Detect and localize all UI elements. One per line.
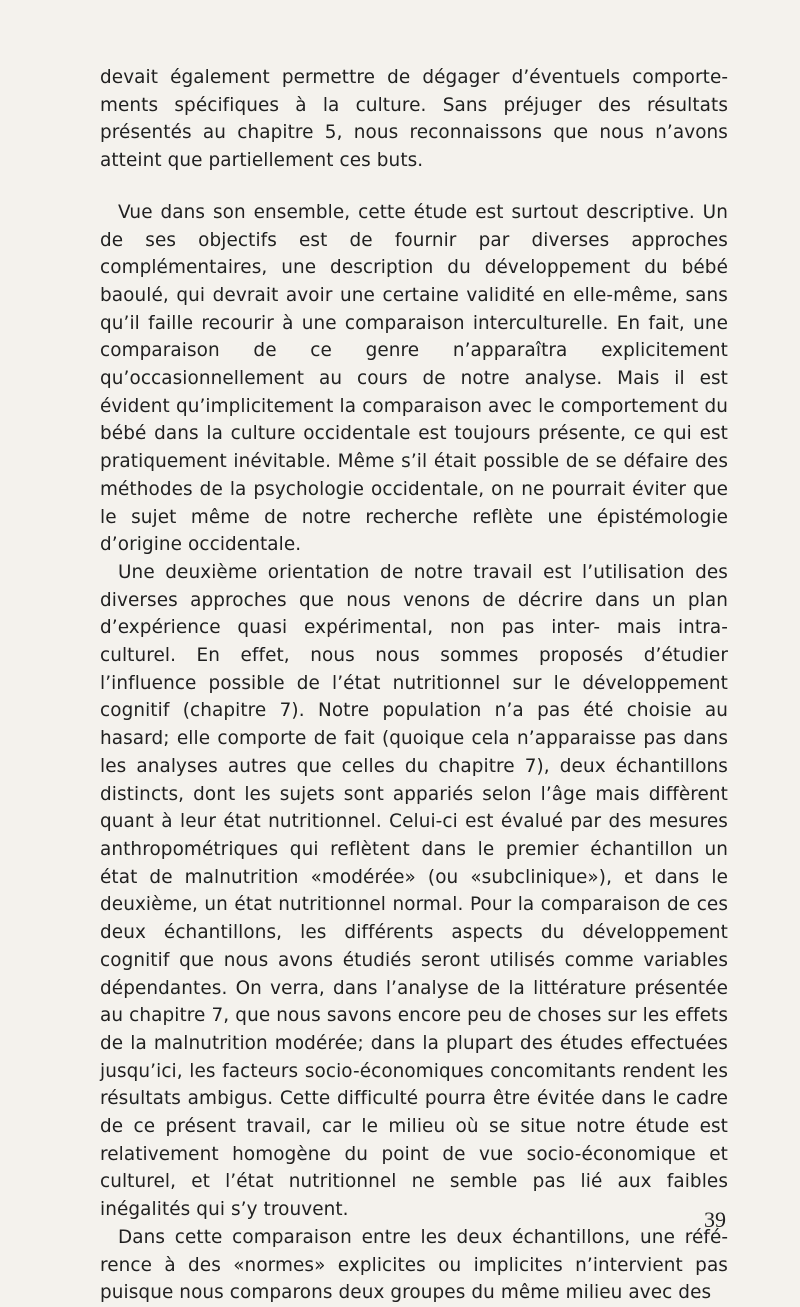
paragraph-4: Dans cette comparaison entre les deux échantillons, une référence à des «normes» explicites ou implicites n’intervient pas puisque nous comparons deux groupes du même milieu avec des [100,1226,728,1304]
page-number: 39 [704,1207,726,1232]
paragraph-1: devait également permettre de dégager d’éventuels comportements spécifiques à la culture. Sans préjuger des résultats présentés au chapitre 5, nous reconnaissons que nous n’avons atteint que partiellement ces buts. [100,67,728,172]
paragraph-2: Vue dans son ensemble, cette étude est surtout descriptive. Un de ses objectifs est de fournir par diverses approches complémentaires, une description du développement du bébé baoulé, qui devrait avoir une certaine validité en elle-même, sans qu’il faille recourir à une comparaison interculturelle. En fait, une comparaison de ce genre n’apparaîtra explicitement qu’occasionnellement au cours de notre analyse. Mais il est évident qu’implicitement la comparaison avec le comportement du bébé dans la culture occidentale est toujours présente, ce qui est pratiquement inévitable. Même s’il était possible de se défaire des méthodes de la psychologie occidentale, on ne pourrait éviter que le sujet même de notre recherche reflète une épistémologie d’origine occidentale. [100,201,728,556]
paragraph-3: Une deuxième orientation de notre travail est l’utilisation des diverses approches que nous venons de décrire dans un plan d’expérience quasi expérimental, non pas inter- mais intra-culturel. En effet, nous nous sommes proposés d’étudier l’influence possible de l’état nutritionnel sur le développement cognitif (chapitre 7). Notre population n’a pas été choisie au hasard; elle comporte de fait (quoique cela n’apparaisse pas dans les analyses autres que celles du chapitre 7), deux échantillons distincts, dont les sujets sont appariés selon l’âge mais diffèrent quant à leur état nutritionnel. Celui-ci est évalué par des mesures anthropométriques qui reflètent dans le premier échantillon un état de malnutrition «modérée» (ou «subclinique»), et dans le deuxième, un état nutritionnel normal. Pour la comparaison de ces deux échantillons, les différents aspects du développement cognitif que nous avons étudiés seront utilisés comme variables dépendantes. On verra, dans l’analyse de la littérature présentée au chapitre 7, que nous savons encore peu de choses sur les effets de la malnutrition modérée; dans la plupart des études effectuées jusqu’ici, les facteurs socio-économiques concomitants rendent les résultats ambigus. Cette difficulté pourra être évitée dans le cadre de ce présent travail, car le milieu où se situe notre étude est relativement homogène du point de vue socio-économique et culturel, et l’état nutritionnel ne semble pas lié aux faibles inégalités qui s’y trouvent. [100,561,728,1221]
body-text [100,64,728,1307]
